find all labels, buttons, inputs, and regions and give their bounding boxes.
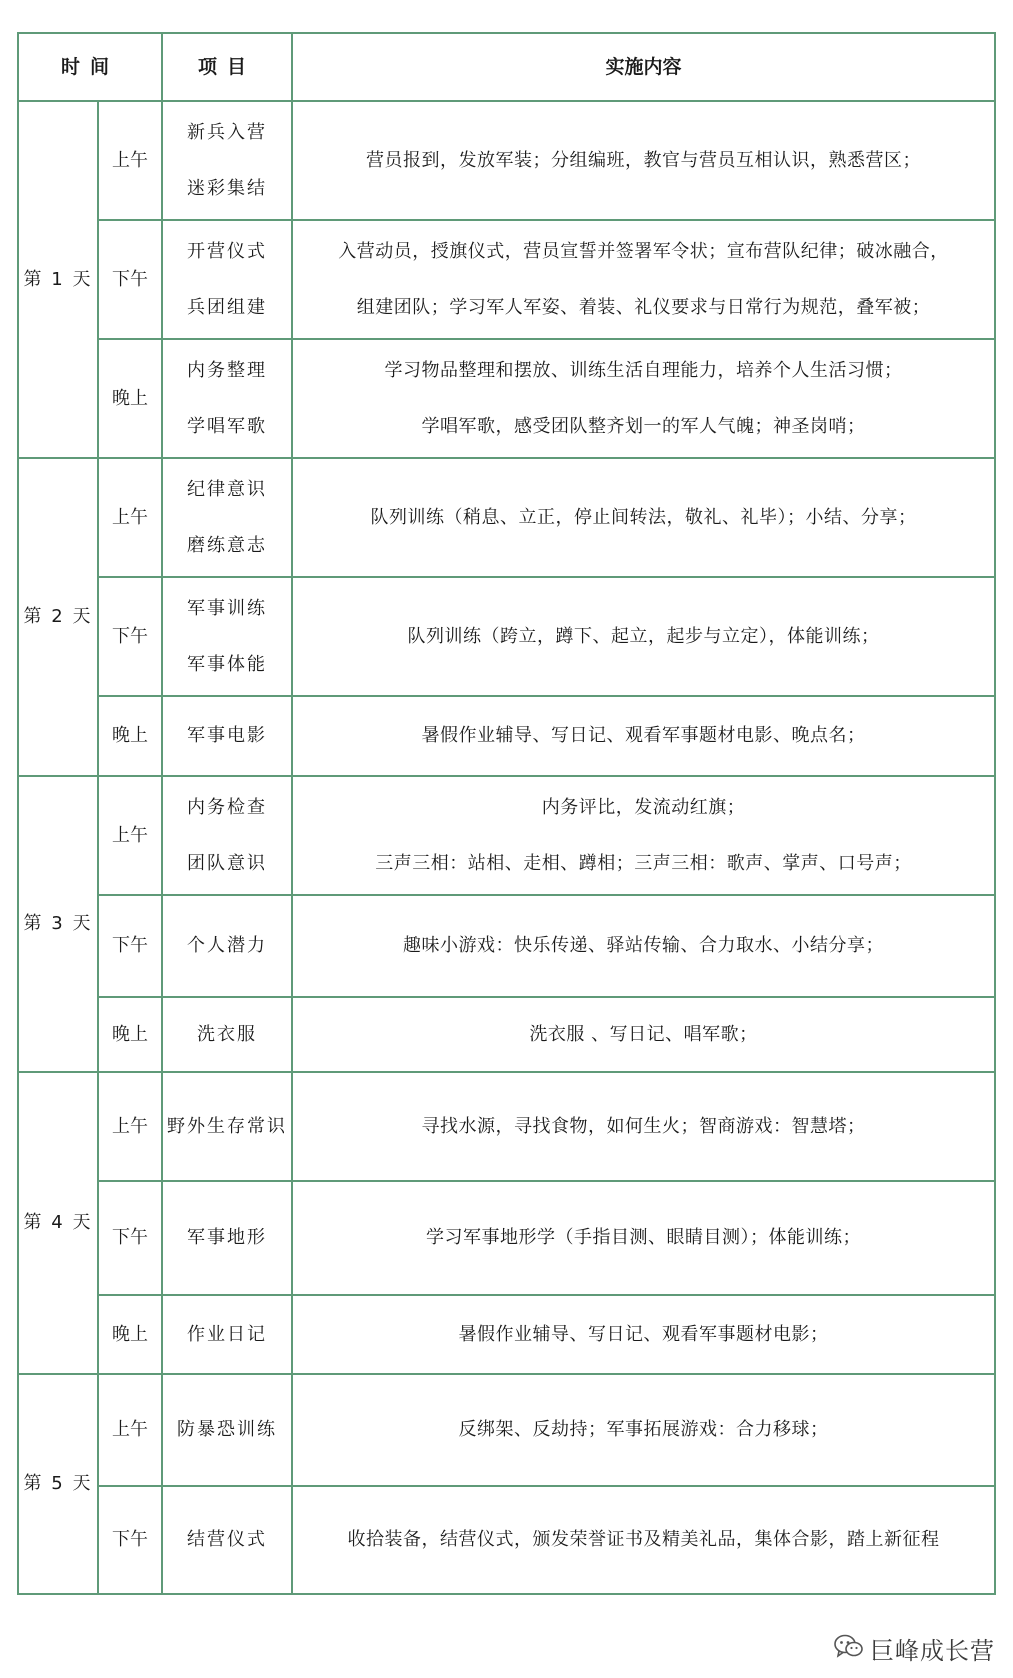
day-label: 第 3 天 <box>18 776 98 1072</box>
content-cell <box>292 577 995 696</box>
content-cell <box>292 997 995 1072</box>
content-line: 营员报到，发放军装；分组编班，教官与营员互相认识，熟悉营区； <box>366 149 922 171</box>
item-line: 军事训练 <box>187 597 268 619</box>
item-cell <box>162 776 292 895</box>
content-line: 暑假作业辅导、写日记、观看军事题材电影、晚点名； <box>421 725 866 746</box>
content-line: 洗衣服 、写日记、唱军歌； <box>529 1023 758 1045</box>
item-cell <box>162 997 292 1072</box>
item-line: 新兵入营 <box>187 121 268 143</box>
item-cell <box>162 220 292 339</box>
period-label: 下午 <box>98 220 162 339</box>
table-row <box>18 101 995 220</box>
account-watermark <box>828 1628 1001 1668</box>
content-cell <box>292 339 995 458</box>
time-header: 时间 <box>18 33 162 101</box>
content-cell <box>292 1486 995 1594</box>
content-cell <box>292 776 995 895</box>
period-label: 晚上 <box>98 1295 162 1374</box>
table-row <box>18 577 995 696</box>
content-line: 收拾装备，结营仪式，颁发荣誉证书及精美礼品，集体合影，踏上新征程 <box>347 1529 940 1550</box>
table-row <box>18 895 995 997</box>
item-line: 开营仪式 <box>187 240 268 262</box>
item-line: 防暴恐训练 <box>177 1419 278 1440</box>
content-line: 寻找水源，寻找食物，如何生火；智商游戏：智慧塔； <box>421 1115 866 1137</box>
content-line: 趣味小游戏：快乐传递、驿站传输、合力取水、小结分享； <box>403 935 885 956</box>
content-cell <box>292 895 995 997</box>
content-cell <box>292 101 995 220</box>
item-line: 洗衣服 <box>197 1023 258 1045</box>
day-label: 第 1 天 <box>18 101 98 458</box>
content-line: 学习物品整理和摆放、训练生活自理能力，培养个人生活习惯； <box>384 359 903 381</box>
content-line: 队列训练（稍息、立正，停止间转法，敬礼、礼毕）；小结、分享； <box>370 506 917 528</box>
content-cell <box>292 1374 995 1486</box>
content-line: 学唱军歌，感受团队整齐划一的军人气魄；神圣岗哨； <box>421 415 866 437</box>
item-cell <box>162 101 292 220</box>
content-cell <box>292 458 995 577</box>
item-cell <box>162 1374 292 1486</box>
content-cell <box>292 1072 995 1181</box>
item-line: 内务整理 <box>187 359 268 381</box>
day-label: 第 2 天 <box>18 458 98 776</box>
item-line: 学唱军歌 <box>187 415 268 437</box>
table-row <box>18 1374 995 1486</box>
item-line: 作业日记 <box>187 1323 268 1345</box>
period-label: 上午 <box>98 1374 162 1486</box>
item-line: 迷彩集结 <box>187 177 268 199</box>
table-row <box>18 1486 995 1594</box>
period-label: 上午 <box>98 458 162 577</box>
content-line: 反绑架、反劫持；军事拓展游戏：合力移球； <box>458 1419 829 1440</box>
item-line: 个人潜力 <box>187 935 268 956</box>
item-line: 纪律意识 <box>187 478 268 500</box>
period-label: 晚上 <box>98 997 162 1072</box>
item-cell <box>162 1295 292 1374</box>
content-line: 三声三相：站相、走相、蹲相；三声三相：歌声、掌声、口号声； <box>375 852 912 874</box>
day-label: 第 4 天 <box>18 1072 98 1374</box>
item-line: 内务检查 <box>187 796 268 818</box>
content-line: 暑假作业辅导、写日记、观看军事题材电影； <box>458 1323 829 1345</box>
content-cell <box>292 1295 995 1374</box>
item-line: 军事地形 <box>187 1227 268 1248</box>
period-label: 晚上 <box>98 696 162 776</box>
period-label: 上午 <box>98 101 162 220</box>
wechat-icon <box>834 1633 864 1663</box>
content-cell <box>292 220 995 339</box>
content-cell <box>292 696 995 776</box>
content-line: 内务评比，发流动红旗； <box>541 796 746 818</box>
content-line: 组建团队；学习军人军姿、着装、礼仪要求与日常行为规范，叠军被； <box>356 296 931 318</box>
content-line: 队列训练（跨立，蹲下、起立，起步与立定），体能训练； <box>407 625 880 647</box>
period-label: 晚上 <box>98 339 162 458</box>
item-line: 磨练意志 <box>187 534 268 556</box>
table-row <box>18 696 995 776</box>
period-label: 下午 <box>98 895 162 997</box>
item-cell <box>162 577 292 696</box>
item-cell <box>162 339 292 458</box>
item-line: 兵团组建 <box>187 296 268 318</box>
content-line: 入营动员，授旗仪式，营员宣誓并签署军令状；宣布营队纪律；破冰融合， <box>338 240 949 262</box>
item-cell <box>162 895 292 997</box>
item-header: 项目 <box>162 33 292 101</box>
item-line: 结营仪式 <box>187 1529 268 1550</box>
table-row <box>18 458 995 577</box>
schedule-table <box>17 32 996 1595</box>
item-line: 团队意识 <box>187 852 268 874</box>
table-row <box>18 1295 995 1374</box>
item-cell <box>162 696 292 776</box>
period-label: 上午 <box>98 776 162 895</box>
period-label: 上午 <box>98 1072 162 1181</box>
item-cell <box>162 1072 292 1181</box>
item-cell <box>162 458 292 577</box>
table-row <box>18 339 995 458</box>
table-row <box>18 1181 995 1295</box>
item-cell <box>162 1486 292 1594</box>
period-label: 下午 <box>98 1181 162 1295</box>
table-row <box>18 997 995 1072</box>
table-row <box>18 776 995 895</box>
content-header: 实施内容 <box>292 33 995 101</box>
account-name: 巨峰成长营 <box>870 1636 995 1665</box>
item-line: 野外生存常识 <box>167 1115 288 1137</box>
content-line: 学习军事地形学（手指目测、眼睛目测）；体能训练； <box>426 1227 862 1248</box>
table-row <box>18 1072 995 1181</box>
item-line: 军事体能 <box>187 653 268 675</box>
period-label: 下午 <box>98 577 162 696</box>
day-label: 第 5 天 <box>18 1374 98 1594</box>
item-cell <box>162 1181 292 1295</box>
item-line: 军事电影 <box>187 725 268 746</box>
period-label: 下午 <box>98 1486 162 1594</box>
header-row <box>18 33 995 101</box>
table-row <box>18 220 995 339</box>
content-cell <box>292 1181 995 1295</box>
